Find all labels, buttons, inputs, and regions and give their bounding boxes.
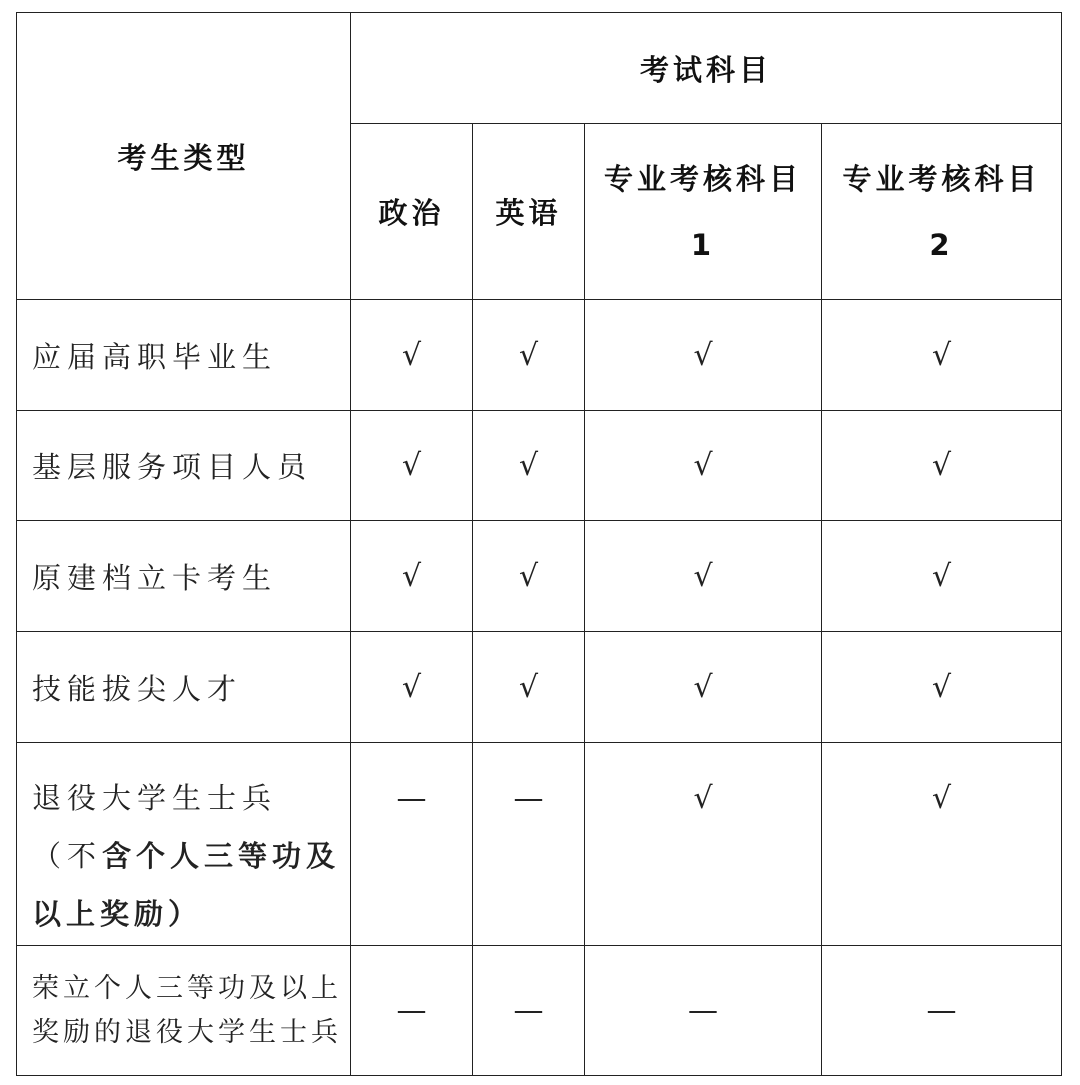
exam-subjects-table (16, 12, 1062, 1076)
dash-mark: — (822, 946, 1062, 1076)
subject-label: 专业考核科目 (842, 161, 1041, 196)
row-label: 原建档立卡考生 (17, 521, 351, 632)
header-candidate-type: 考生类型 (17, 13, 351, 300)
table-row (17, 946, 1062, 1076)
row-label-bold: 含个人三等功及以上奖励） (32, 839, 341, 931)
row-label (17, 743, 351, 946)
check-mark: √ (351, 300, 473, 411)
row-label: 荣立个人三等功及以上奖励的退役大学生士兵 (17, 946, 351, 1076)
header-subject-english (473, 124, 585, 300)
check-mark: √ (473, 300, 585, 411)
check-mark: √ (822, 411, 1062, 521)
table-row (17, 632, 1062, 743)
row-label: 基层服务项目人员 (17, 411, 351, 521)
header-subject-major-1 (585, 124, 822, 300)
check-mark: √ (473, 521, 585, 632)
check-mark: √ (351, 521, 473, 632)
subject-label: 政治 (378, 196, 445, 230)
check-mark: √ (585, 521, 822, 632)
dash-mark: — (351, 946, 473, 1076)
check-mark: √ (585, 743, 822, 946)
check-mark: √ (822, 743, 1062, 946)
row-label: 应届高职毕业生 (17, 300, 351, 411)
table-row (17, 300, 1062, 411)
header-subject-politics (351, 124, 473, 300)
check-mark: √ (351, 632, 473, 743)
subject-label: 专业考核科目 (603, 161, 802, 196)
dash-mark: — (585, 946, 822, 1076)
check-mark: √ (822, 300, 1062, 411)
header-subject-major-2 (822, 124, 1062, 300)
header-exam-subjects: 考试科目 (351, 13, 1062, 124)
check-mark: √ (585, 632, 822, 743)
table-row (17, 743, 1062, 946)
row-label-plain: 退役大学生士兵（不 (32, 781, 278, 873)
check-mark: √ (822, 632, 1062, 743)
subject-number: 1 (690, 227, 716, 262)
row-label: 技能拔尖人才 (17, 632, 351, 743)
check-mark: √ (473, 632, 585, 743)
exam-subjects-document (16, 12, 1061, 1075)
check-mark: √ (585, 300, 822, 411)
check-mark: √ (585, 411, 822, 521)
check-mark: √ (822, 521, 1062, 632)
table-row (17, 411, 1062, 521)
subject-label: 英语 (495, 196, 562, 230)
check-mark: √ (351, 411, 473, 521)
dash-mark: — (473, 946, 585, 1076)
check-mark: √ (473, 411, 585, 521)
table-row (17, 521, 1062, 632)
dash-mark: — (351, 743, 473, 946)
dash-mark: — (473, 743, 585, 946)
subject-number: 2 (929, 227, 954, 262)
